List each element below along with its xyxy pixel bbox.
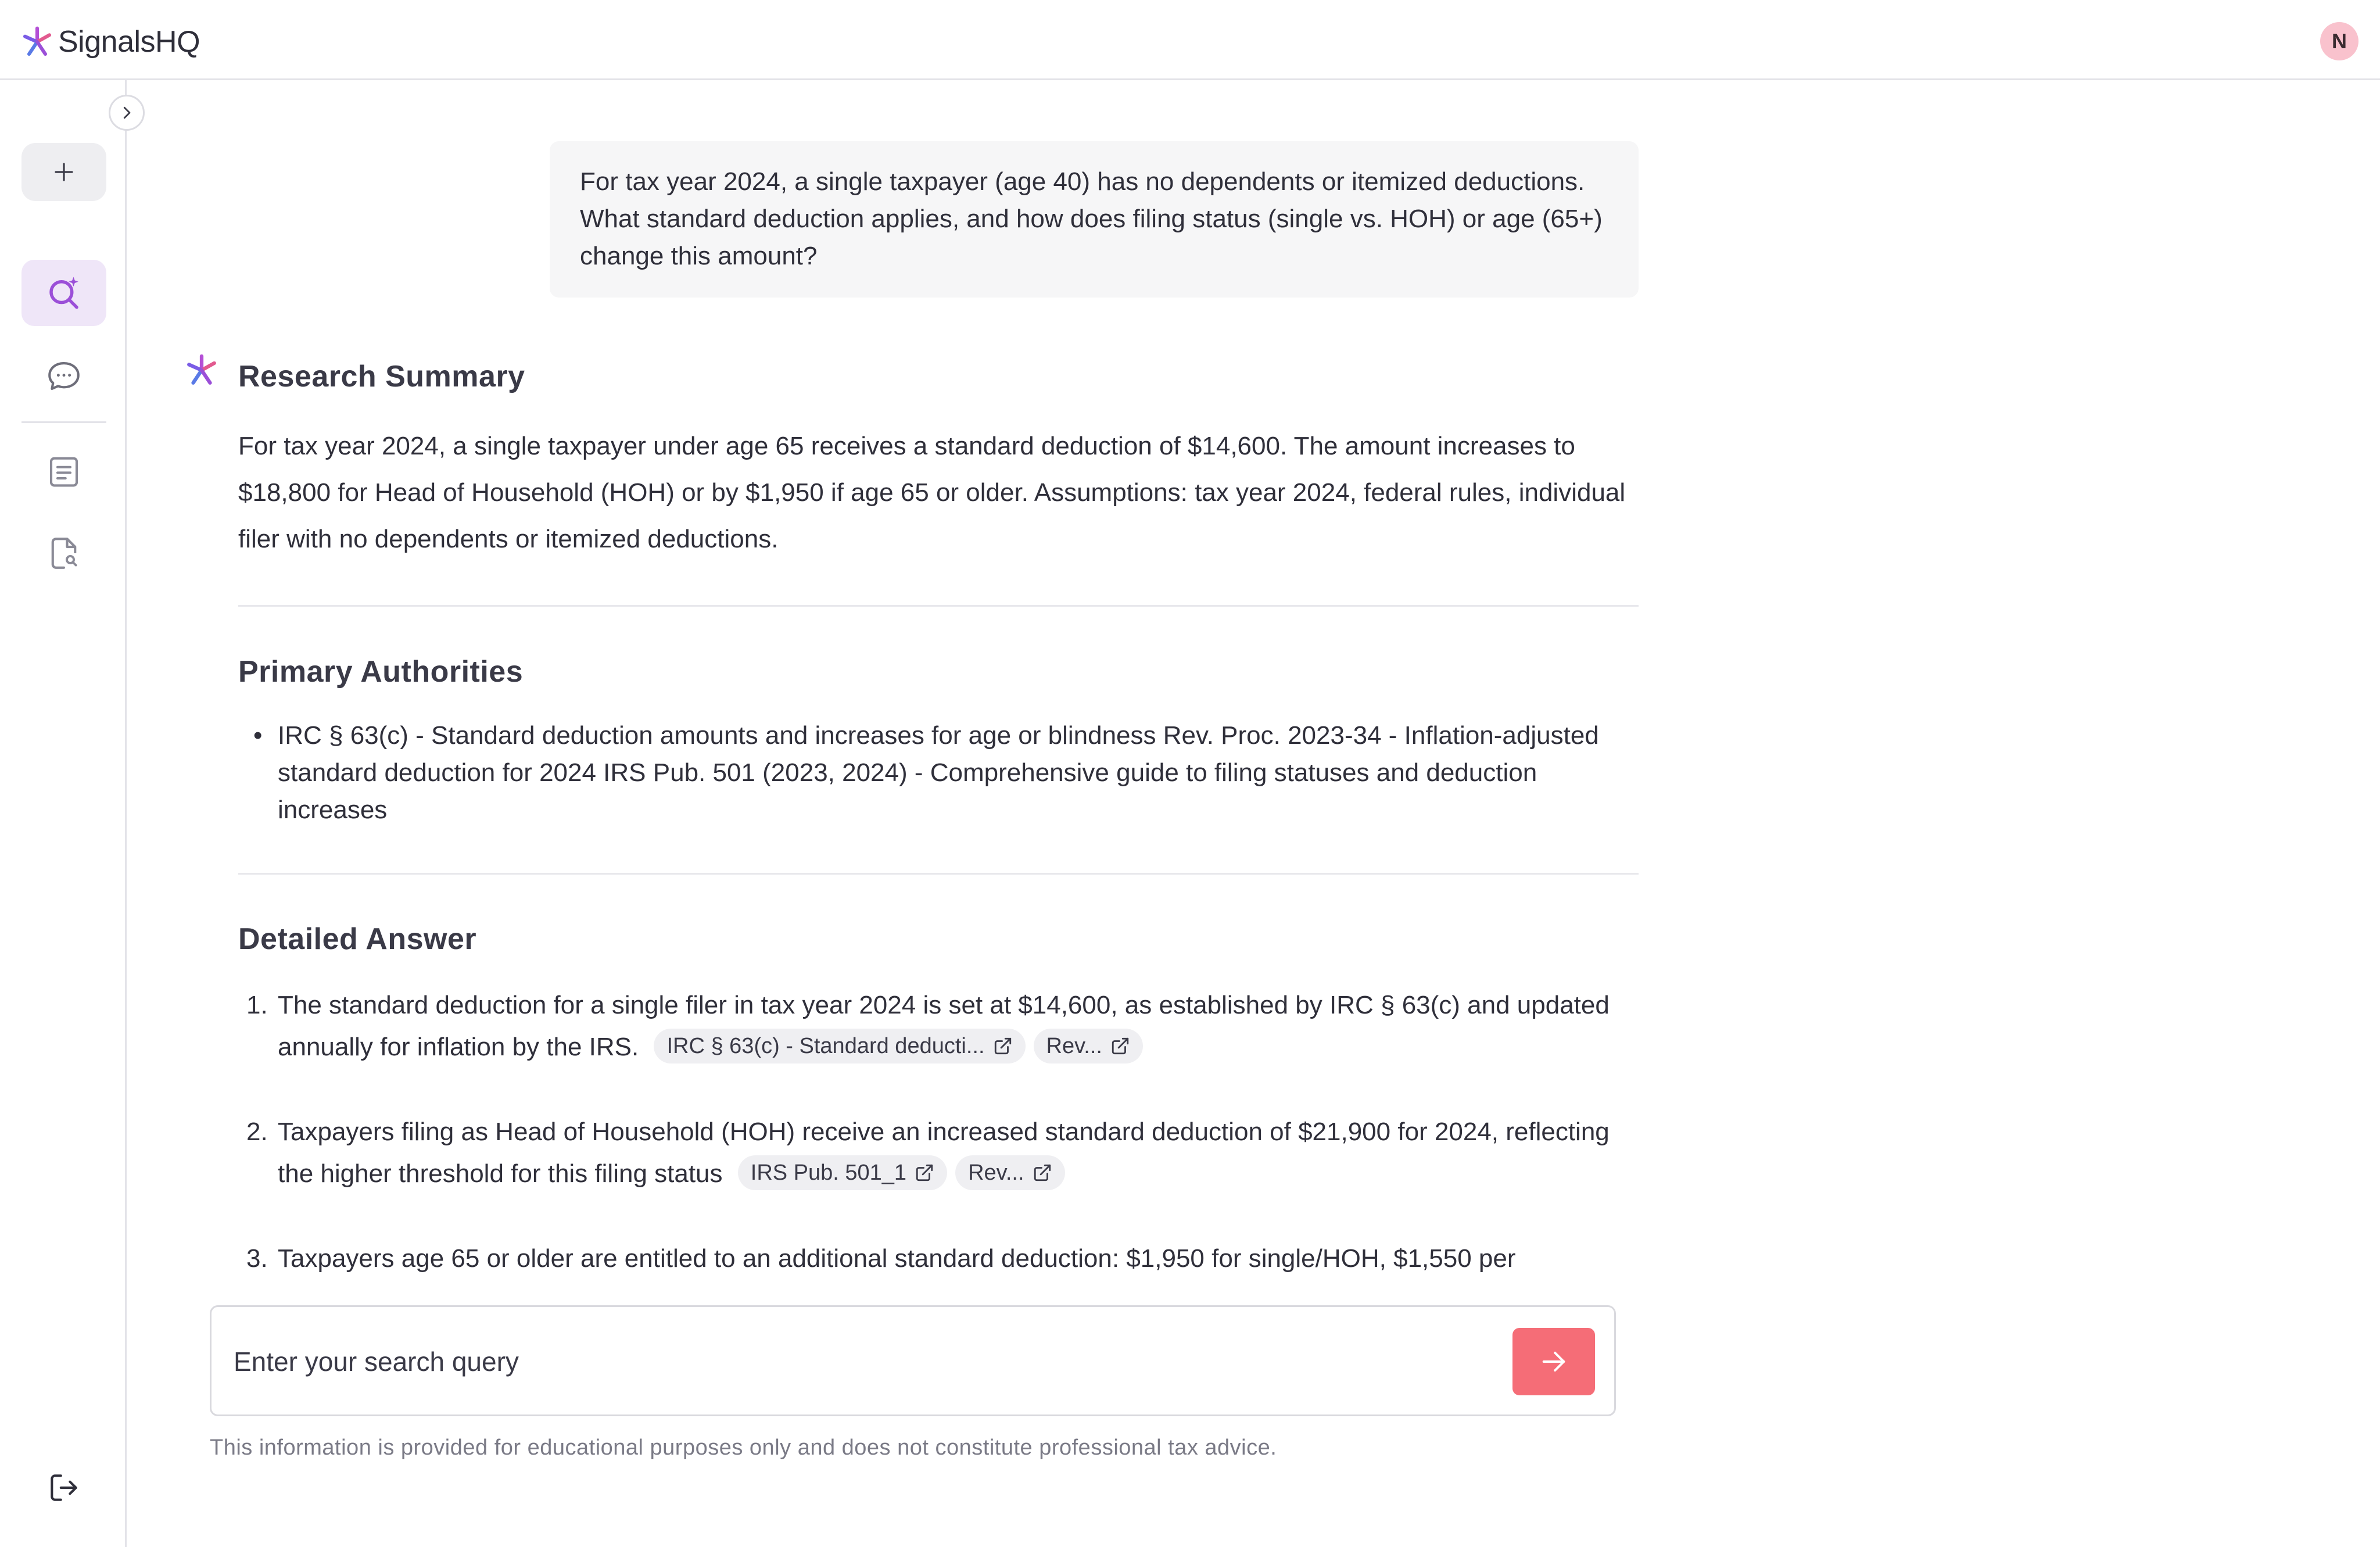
new-research-button[interactable]	[21, 143, 106, 201]
sidebar-divider	[21, 421, 106, 423]
answer-number: 1.	[246, 991, 268, 1019]
user-query-bubble: For tax year 2024, a single taxpayer (age 40) has no dependents or itemized deductions. What standard deduction applies, and how does filing status (single vs. HOH) or age (65+) change this amount?	[550, 141, 1639, 298]
submit-search-button[interactable]	[1512, 1328, 1595, 1395]
citation-label: IRS Pub. 501_1	[750, 1161, 907, 1186]
citation-label: IRC § 63(c) - Standard deducti...	[666, 1034, 985, 1059]
answer-number: 3.	[246, 1244, 268, 1272]
answer-text: Taxpayers age 65 or older are entitled to an additional standard deduction: $1,950 for single/HOH, $1,550 per	[278, 1244, 1516, 1272]
research-summary-text: For tax year 2024, a single taxpayer under age 65 receives a standard deduction of $14,600. The amount increases to $18,800 for Head of Household (HOH) or by $1,950 if age 65 or older. Assumptions: tax year 2024, federal rules, individual filer with no dependents or itemized deductions.	[238, 432, 1626, 553]
external-link-icon	[993, 1036, 1013, 1056]
answer-item	[238, 984, 1639, 1068]
research-summary-heading: Research Summary	[238, 360, 525, 393]
citation-label: Rev...	[1046, 1034, 1102, 1059]
citation-chip[interactable]	[1034, 1029, 1143, 1063]
authority-text: IRC § 63(c) - Standard deduction amounts and increases for age or blindness Rev. Proc. 2023-34 - Inflation-adjusted standard deduction for 2024 IRS Pub. 501 (2023, 2024) - Comprehensive guide to filing statuses and deduction increases	[278, 721, 1599, 824]
sidebar-item-files[interactable]	[21, 520, 106, 586]
citation-chip[interactable]	[654, 1029, 1025, 1063]
answer-text: Taxpayers filing as Head of Household (HOH) receive an increased standard deduction of $21,900 for 2024, reflecting the higher threshold for this filing status	[278, 1118, 1610, 1188]
citation-label: Rev...	[968, 1161, 1024, 1186]
list-item	[238, 717, 1639, 829]
research-search-icon	[45, 274, 83, 312]
external-link-icon	[1110, 1036, 1130, 1056]
answer-item	[238, 1238, 1639, 1272]
sidebar-item-research[interactable]	[21, 260, 106, 326]
spark-logo-icon	[21, 26, 53, 58]
sidebar	[0, 80, 127, 1547]
top-header	[0, 0, 2380, 80]
sidebar-item-chat[interactable]	[21, 343, 106, 409]
arrow-right-icon	[1539, 1347, 1569, 1377]
search-bar	[210, 1305, 1616, 1416]
document-list-icon	[45, 453, 83, 491]
answer-number: 2.	[246, 1118, 268, 1146]
disclaimer-text: This information is provided for educational purposes only and does not constitute professional tax advice.	[210, 1435, 1277, 1460]
chevron-right-icon	[118, 104, 135, 121]
assistant-spark-icon	[185, 353, 218, 387]
file-search-icon	[45, 534, 83, 572]
external-link-icon	[1033, 1163, 1052, 1183]
section-divider	[238, 873, 1639, 875]
citation-chip[interactable]	[738, 1155, 947, 1190]
section-divider	[238, 605, 1639, 607]
sidebar-item-notes[interactable]	[21, 439, 106, 505]
detailed-answer-list	[238, 984, 1639, 1272]
answer-text: The standard deduction for a single filer in tax year 2024 is set at $14,600, as established by IRC § 63(c) and updated annually for inflation by the IRS.	[278, 991, 1610, 1061]
plus-icon	[50, 158, 78, 186]
sidebar-collapse-toggle[interactable]	[109, 95, 145, 131]
citation-chip[interactable]	[955, 1155, 1064, 1190]
logout-icon	[46, 1470, 82, 1506]
external-link-icon	[915, 1163, 934, 1183]
detailed-answer-heading: Detailed Answer	[238, 922, 477, 956]
primary-authorities-heading: Primary Authorities	[238, 655, 524, 689]
primary-authorities-list	[238, 717, 1639, 829]
app-name: SignalsHQ	[58, 25, 200, 59]
logout-button[interactable]	[21, 1459, 106, 1517]
chat-bubble-icon	[45, 357, 83, 395]
user-avatar[interactable]: N	[2320, 22, 2359, 60]
search-input[interactable]	[232, 1341, 1455, 1383]
answer-item	[238, 1111, 1639, 1195]
bullet-marker: •	[253, 721, 263, 750]
app-logo[interactable]	[21, 24, 200, 59]
